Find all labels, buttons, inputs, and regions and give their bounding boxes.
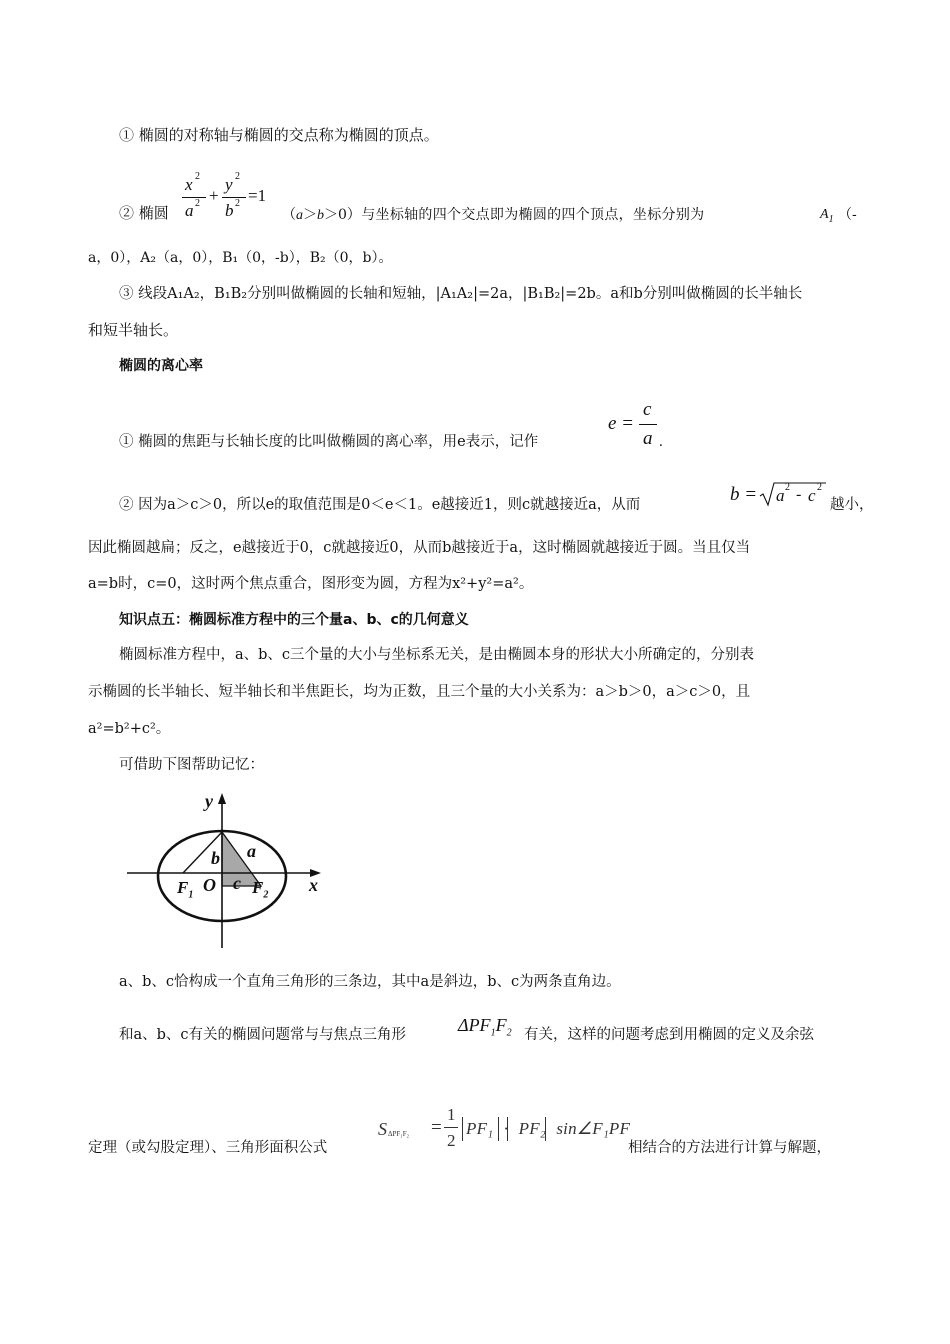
abc-line-1: 椭圆标准方程中，a、b、c三个量的大小与坐标系无关，是由椭圆本身的形状大小所确定的，分别表 <box>119 647 755 663</box>
ecc-frac-bar <box>639 424 657 425</box>
eq-y-exp: 2 <box>235 171 240 182</box>
half-frac-bar <box>444 1127 458 1128</box>
focus-F1-label <box>177 878 194 901</box>
ecc-line-2-post: 越小， <box>830 497 874 513</box>
eq-frac-bar-2 <box>222 197 246 198</box>
ecc-dot: . <box>659 434 663 450</box>
ellipse-equation <box>180 172 280 224</box>
ecc-line-1: ① 椭圆的焦距与长轴长度的比叫做椭圆的离心率，用e表示，记作 <box>119 434 539 450</box>
eq-equals-one: =1 <box>248 186 267 205</box>
area-S-sub: ΔPF₁F₂ <box>388 1130 410 1138</box>
vertex-desc: ）与坐标轴的四个交点即为椭圆的四个顶点，坐标分别为 <box>346 207 705 223</box>
ellipse-figure-drawing <box>125 788 330 953</box>
focal-triangle <box>458 1015 512 1039</box>
b-root-formula <box>728 478 828 512</box>
F1-sub: 1 <box>188 889 194 901</box>
after-line-3-pre: 定理（或勾股定理）、三角形面积公式 <box>88 1140 328 1156</box>
cond-gt: ＞ <box>303 207 317 223</box>
abc-line-4: 可借助下图帮助记忆： <box>119 757 264 773</box>
root-a: a <box>776 486 785 505</box>
cond-b: b <box>317 208 324 223</box>
area-equals: = <box>431 1117 442 1138</box>
half-num: 1 <box>447 1105 456 1124</box>
after-line-1: a、b、c恰构成一个直角三角形的三条边，其中a是斜边，b、c为两条直角边。 <box>119 974 621 990</box>
abc-line-2: 示椭圆的长半轴长、短半轴长和半焦距长，均为正数，且三个量的大小关系为：a＞b＞0，a＞c＞0，且 <box>88 684 751 700</box>
eq-b: b <box>225 201 234 220</box>
area-formula <box>378 1104 631 1154</box>
x-axis-label: x <box>309 875 318 895</box>
a-side-label: a <box>247 841 256 861</box>
cond-gt0: ＞0 <box>324 207 347 223</box>
paren-open: （ <box>282 207 296 223</box>
vertex-line-5: 和短半轴长。 <box>88 321 179 339</box>
eccentricity-formula <box>608 400 668 452</box>
eq-b-exp: 2 <box>235 198 240 209</box>
F1-letter: F <box>177 878 189 897</box>
ecc-line-3: 因此椭圆越扁；反之，e越接近于0，c就越接近0，从而b越接近于a，这时椭圆就越接近于圆。当且仅当 <box>88 540 751 556</box>
root-c-exp: 2 <box>817 482 822 493</box>
abs-bar-1 <box>462 1117 463 1141</box>
root-a-exp: 2 <box>785 482 790 493</box>
half-den: 2 <box>447 1131 456 1150</box>
after-line-3-post: 相结合的方法进行计算与解题， <box>628 1140 831 1156</box>
abc-line-3: a²=b²+c²。 <box>88 721 171 737</box>
eq-a-exp: 2 <box>195 198 200 209</box>
vertex-line-4: ③ 线段A₁A₂，B₁B₂分别叫做椭圆的长轴和短轴，|A₁A₂|=2a，|B₁B₂|=2b。a和b分别叫做椭圆的长半轴长 <box>119 286 803 302</box>
eq-a: a <box>185 201 194 220</box>
F2-letter: F <box>252 878 264 897</box>
y-axis-label: y <box>205 791 213 811</box>
root-minus: - <box>796 486 802 503</box>
vertex-line-1: ① 椭圆的对称轴与椭圆的交点称为椭圆的顶点。 <box>119 126 439 144</box>
y-axis-arrow-icon <box>218 793 226 804</box>
after-line-2-post: 有关，这样的问题考虑到用椭圆的定义及余弦 <box>524 1027 814 1043</box>
eq-x-exp: 2 <box>195 171 200 182</box>
tri-sub2: 2 <box>506 1027 512 1039</box>
ecc-lhs: e = <box>608 413 635 434</box>
A1-sub: 1 <box>828 213 834 225</box>
after-line-2-pre: 和a、b、c有关的椭圆问题常与与焦点三角形 <box>119 1027 407 1043</box>
area-rhs: PF₁ · PF₂ sin∠F₁PF <box>466 1119 631 1138</box>
b-side-label: b <box>211 848 220 868</box>
vertex-line-2-tail: （- <box>838 207 857 223</box>
eq-y: y <box>225 175 233 194</box>
A1-letter: A <box>820 207 829 222</box>
heading-eccentricity: 椭圆的离心率 <box>119 358 203 374</box>
ecc-line-4: a=b时，c=0，这时两个焦点重合，图形变为圆，方程为x²+y²=a²。 <box>88 576 534 592</box>
vertex-A1 <box>820 207 834 225</box>
origin-label: O <box>203 875 216 895</box>
area-S: S <box>378 1119 387 1139</box>
focus-F2-label <box>252 878 269 901</box>
ecc-den: a <box>643 428 653 449</box>
root-c: c <box>808 486 816 505</box>
F2-sub: 2 <box>263 889 269 901</box>
vertex-line-2-suffix <box>282 208 704 223</box>
eq-frac-bar-1 <box>182 197 206 198</box>
tri-label: ΔPF <box>458 1015 491 1035</box>
vertex-line-3: a，0），A₂（a，0），B₁（0，-b），B₂（0，b）。 <box>88 250 393 266</box>
ecc-line-2: ② 因为a＞c＞0，所以e的取值范围是0＜e＜1。e越接近1，则c就越接近a，从而 <box>119 497 641 513</box>
tri-sub1: 1 <box>490 1027 496 1039</box>
vertex-line-2-prefix: ② 椭圆 <box>119 204 169 222</box>
c-side-label: c <box>233 873 241 893</box>
eq-plus: + <box>209 186 219 205</box>
eq-x: x <box>185 175 193 194</box>
cond-a: a <box>296 208 303 223</box>
ecc-num: c <box>643 399 652 420</box>
ellipse-figure <box>125 788 330 953</box>
b-eq: b = <box>730 484 758 505</box>
tri-F: F <box>495 1015 507 1035</box>
heading-abc: 知识点五：椭圆标准方程中的三个量a、b、c的几何意义 <box>119 612 469 628</box>
